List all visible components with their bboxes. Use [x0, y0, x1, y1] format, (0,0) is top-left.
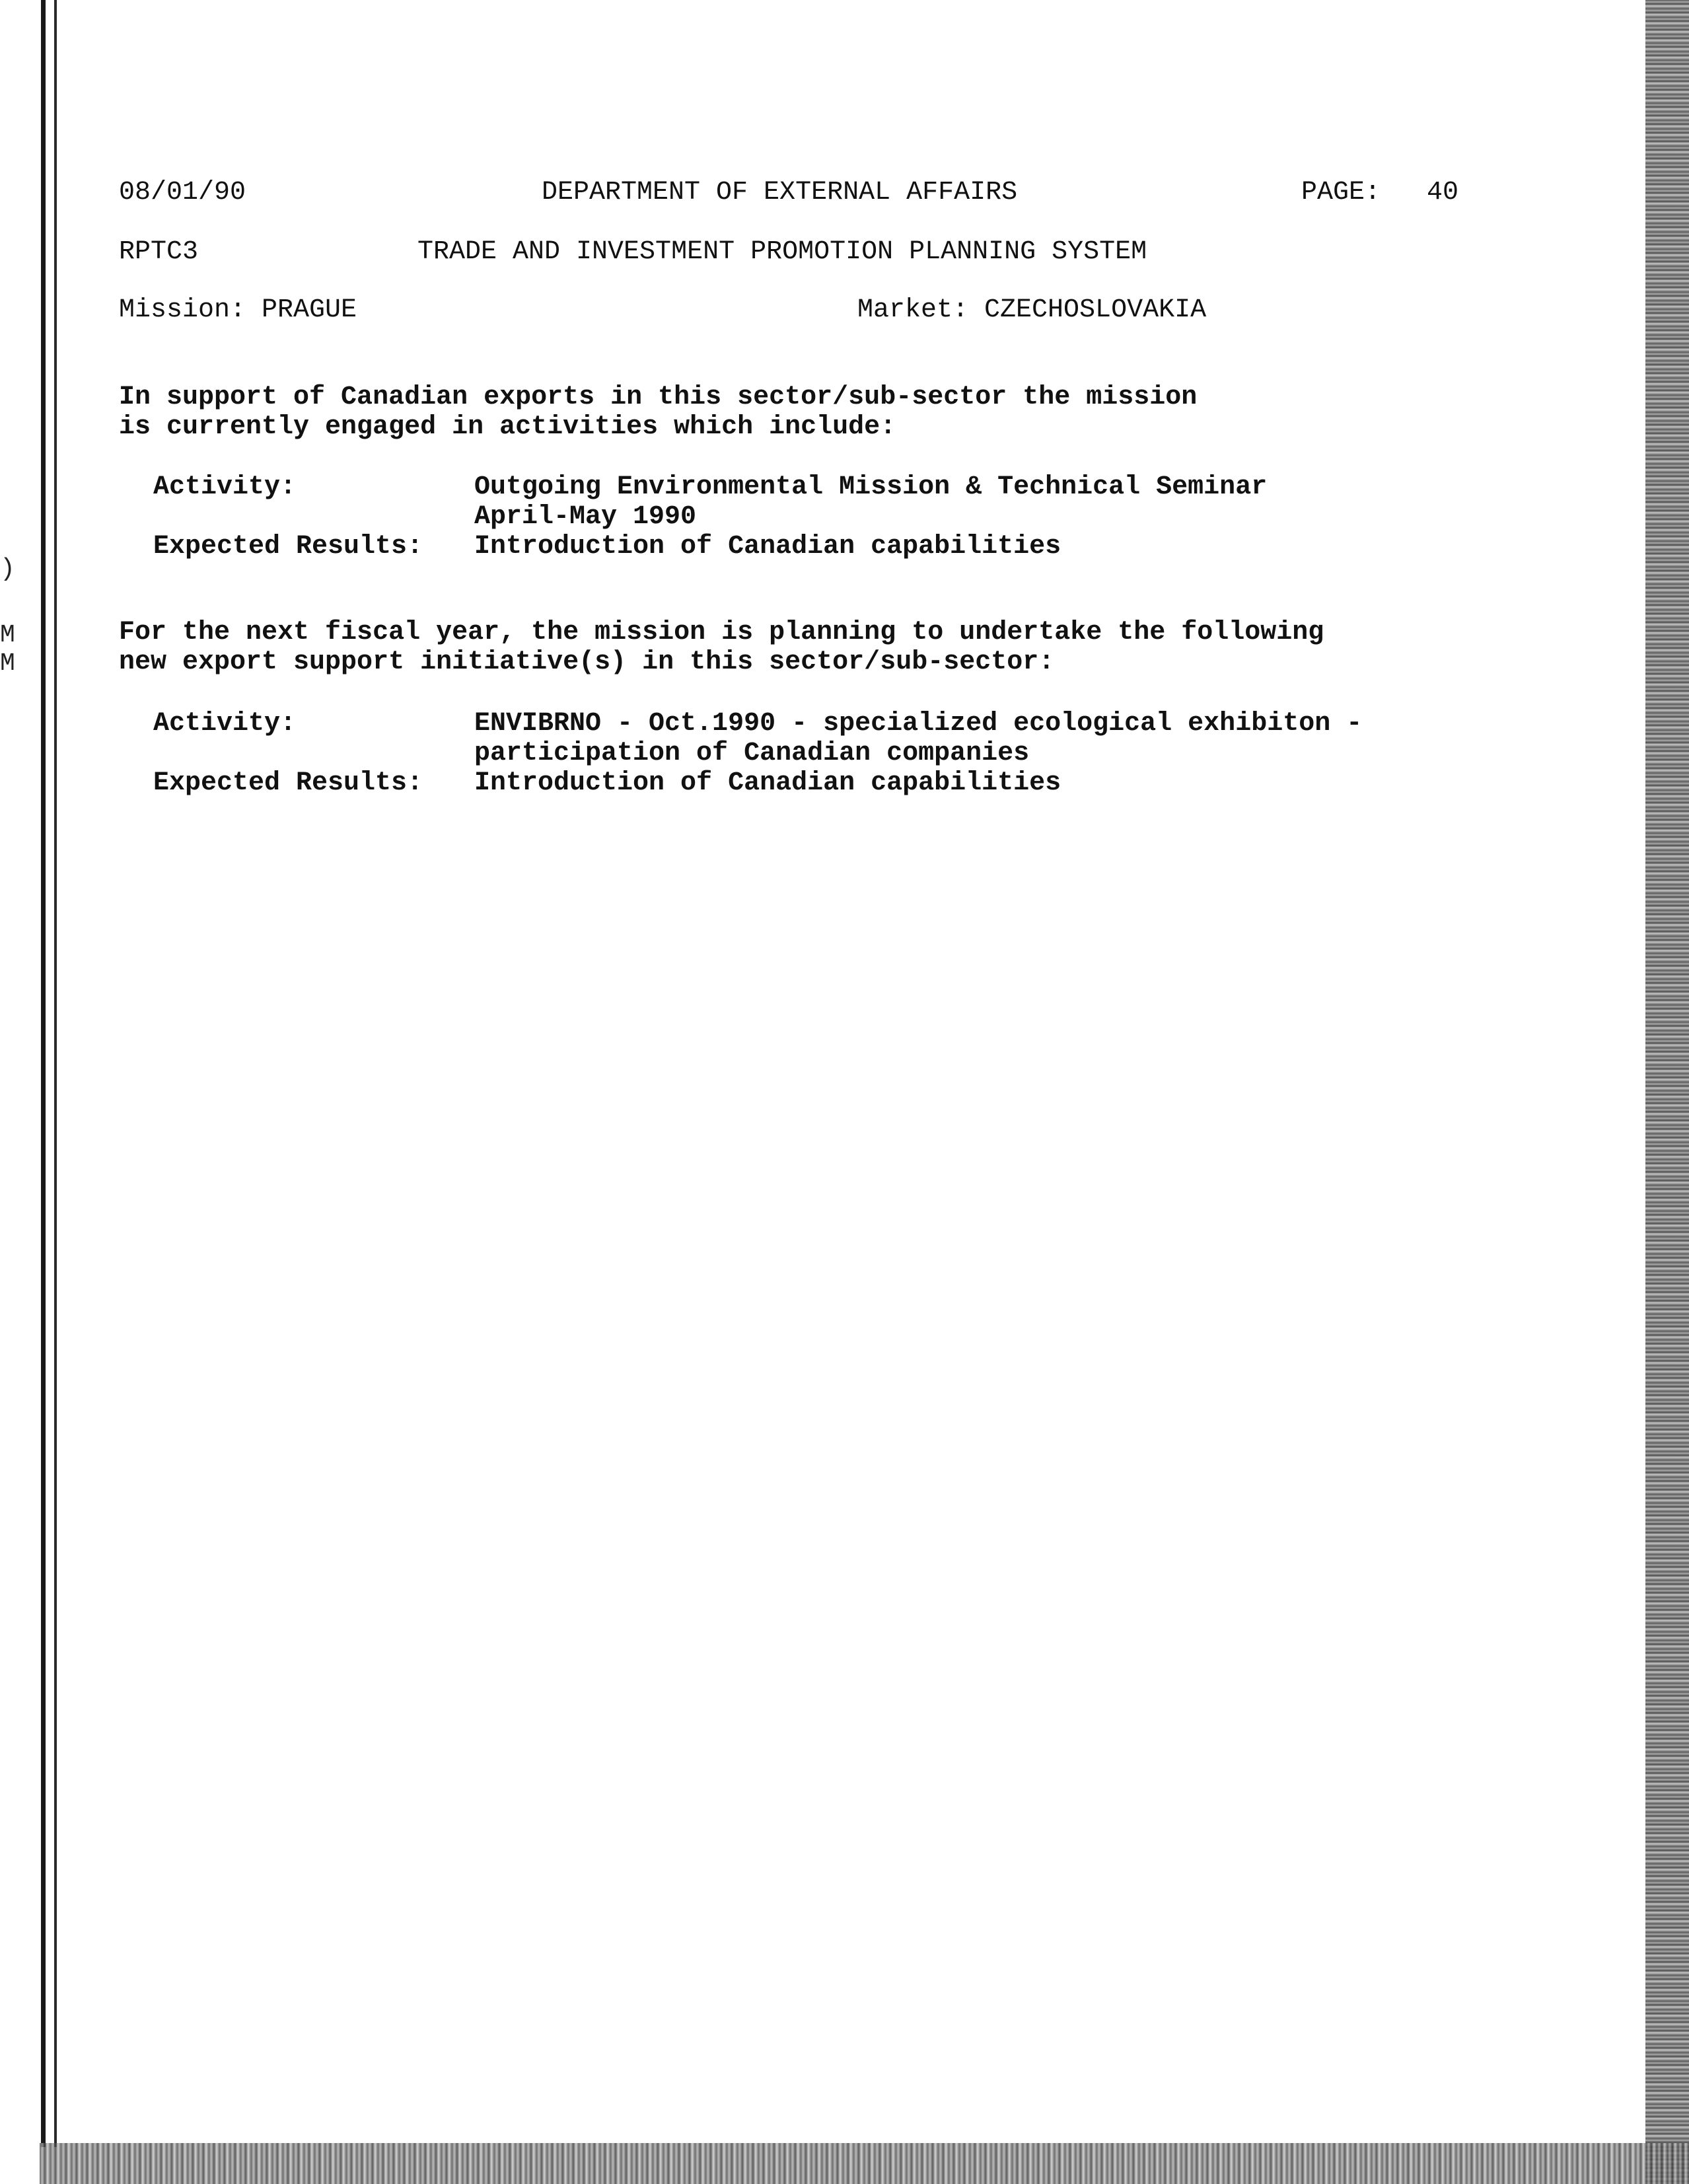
page-label: PAGE:	[1301, 178, 1381, 207]
margin-mark: M	[0, 621, 15, 649]
planned-activity-line1: ENVIBRNO - Oct.1990 - specialized ecological exhibiton -	[474, 709, 1363, 739]
market: Market: CZECHOSLOVAKIA	[857, 295, 1207, 325]
current-activity-line1: Outgoing Environmental Mission & Technical Seminar	[474, 472, 1268, 502]
binding-edge-line-inner	[54, 0, 57, 2147]
planned-results-label: Expected Results:	[153, 768, 423, 798]
current-results-label: Expected Results:	[153, 532, 423, 562]
planned-activity-line2: participation of Canadian companies	[474, 739, 1030, 768]
report-code: RPTC3	[119, 237, 199, 267]
system-title: TRADE AND INVESTMENT PROMOTION PLANNING SYSTEM	[417, 237, 1147, 267]
mission: Mission: PRAGUE	[119, 295, 357, 325]
page-number: 40	[1427, 178, 1459, 207]
scan-edge-bottom	[40, 2143, 1689, 2184]
report-date: 08/01/90	[119, 178, 246, 207]
planned-intro-line2: new export support initiative(s) in this sector/sub-sector:	[119, 647, 1055, 677]
current-results-value: Introduction of Canadian capabilities	[474, 532, 1061, 562]
department-name: DEPARTMENT OF EXTERNAL AFFAIRS	[542, 178, 1018, 207]
planned-results-value: Introduction of Canadian capabilities	[474, 768, 1061, 798]
current-activity-label: Activity:	[153, 472, 297, 502]
current-intro-line2: is currently engaged in activities which include:	[119, 412, 896, 442]
margin-mark: M	[0, 649, 15, 678]
planned-intro-line1: For the next fiscal year, the mission is planning to undertake the following	[119, 618, 1324, 647]
current-activity-line2: April-May 1990	[474, 502, 697, 532]
planned-activity-label: Activity:	[153, 709, 297, 739]
binding-edge-line	[41, 0, 46, 2147]
scan-edge-right	[1645, 0, 1689, 2184]
current-intro-line1: In support of Canadian exports in this sector/sub-sector the mission	[119, 382, 1198, 412]
margin-mark: )	[0, 555, 15, 583]
